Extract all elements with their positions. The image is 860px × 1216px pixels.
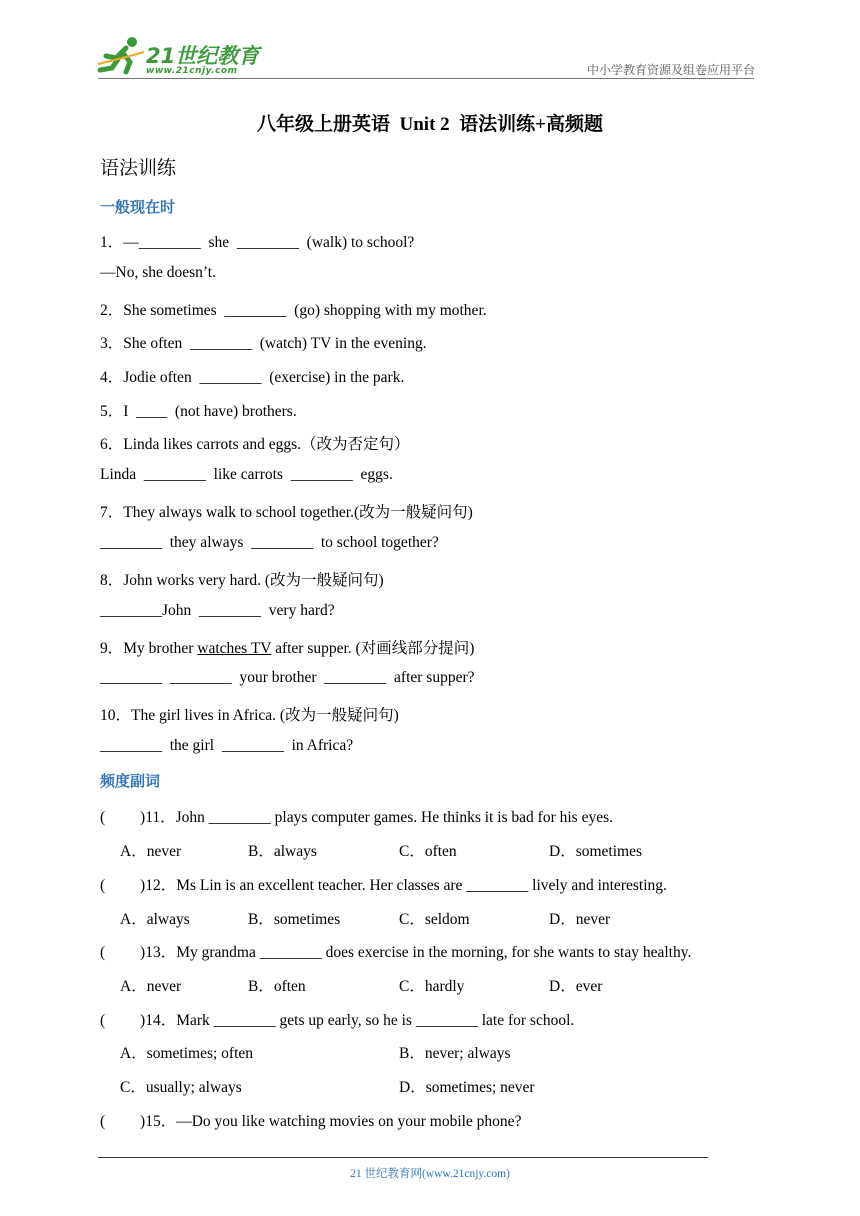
question-line: ________John ________ very hard? xyxy=(100,602,335,619)
question-line: 10．The girl lives in Africa. (改为一般疑问句) xyxy=(100,707,399,724)
mc-option: B．always xyxy=(248,843,317,860)
question-line: 3．She often ________ (watch) TV in the evening. xyxy=(100,335,427,352)
mc-option: D．ever xyxy=(549,978,603,995)
mc-stem: ( )11．John ________ plays computer games. He thinks it is bad for his eyes. xyxy=(100,809,614,826)
question-line: ________ they always ________ to school together? xyxy=(100,534,439,551)
logo-main-text: 21世纪教育 xyxy=(146,44,260,68)
mc-option: A．always xyxy=(120,911,190,928)
mc-option: D．sometimes xyxy=(549,843,642,860)
subheading-frequency-adverbs: 频度副词 xyxy=(100,772,161,790)
mc-option: C．hardly xyxy=(399,978,465,995)
question-line: 4．Jodie often ________ (exercise) in the park. xyxy=(100,369,405,386)
question-line: 1．—________ she ________ (walk) to school? xyxy=(100,234,415,251)
footer-text: 21 世纪教育网(www.21cnjy.com) xyxy=(350,1168,510,1180)
mc-option: B．often xyxy=(248,978,306,995)
mc-option: C．often xyxy=(399,843,457,860)
mc-option: A．sometimes; often xyxy=(120,1045,254,1062)
q9-underlined: watches TV xyxy=(197,640,272,657)
footer-divider xyxy=(98,1157,708,1158)
runner-logo-icon xyxy=(96,34,150,76)
mc-stem: ( )14．Mark ________ gets up early, so he is ________ late for school. xyxy=(100,1012,575,1029)
question-line: 8．John works very hard. (改为一般疑问句) xyxy=(100,572,384,589)
header-divider xyxy=(98,78,754,79)
question-line: 5．I ____ (not have) brothers. xyxy=(100,403,297,420)
mc-option: A．never xyxy=(120,843,182,860)
q9-pre: 9．My brother xyxy=(100,640,198,657)
mc-option: A．never xyxy=(120,978,182,995)
subheading-present-tense: 一般现在时 xyxy=(100,198,176,216)
mc-stem: ( )13．My grandma ________ does exercise in the morning, for she wants to stay healthy. xyxy=(100,944,692,961)
mc-option: B．sometimes xyxy=(248,911,341,928)
q9-post: after supper. (对画线部分提问) xyxy=(271,640,475,657)
mc-stem: ( )12．Ms Lin is an excellent teacher. Her classes are ________ lively and interesting. xyxy=(100,877,667,894)
question-line: 7．They always walk to school together.(改为一般疑问句) xyxy=(100,504,473,521)
question-line: —No, she doesn’t. xyxy=(100,264,216,281)
logo-url-text: www.21cnjy.com xyxy=(146,66,238,76)
page-title: 八年级上册英语 Unit 2 语法训练+高频题 xyxy=(257,114,603,135)
mc-stem: ( )15．—Do you like watching movies on your mobile phone? xyxy=(100,1113,522,1130)
question-line: 2．She sometimes ________ (go) shopping with my mother. xyxy=(100,302,487,319)
section-heading: 语法训练 xyxy=(100,157,177,179)
mc-option: D．sometimes; never xyxy=(399,1079,535,1096)
question-line-9 xyxy=(100,636,474,658)
mc-option: C．usually; always xyxy=(120,1079,242,1096)
platform-label: 中小学教育资源及组卷应用平台 xyxy=(586,63,755,77)
mc-option: C．seldom xyxy=(399,911,470,928)
mc-option: D．never xyxy=(549,911,611,928)
mc-option: B．never; always xyxy=(399,1045,511,1062)
question-line: ________ ________ your brother ________ after supper? xyxy=(100,669,475,686)
question-line: Linda ________ like carrots ________ eggs. xyxy=(100,466,393,483)
question-line: ________ the girl ________ in Africa? xyxy=(100,737,354,754)
question-line: 6．Linda likes carrots and eggs.（改为否定句） xyxy=(100,436,410,453)
